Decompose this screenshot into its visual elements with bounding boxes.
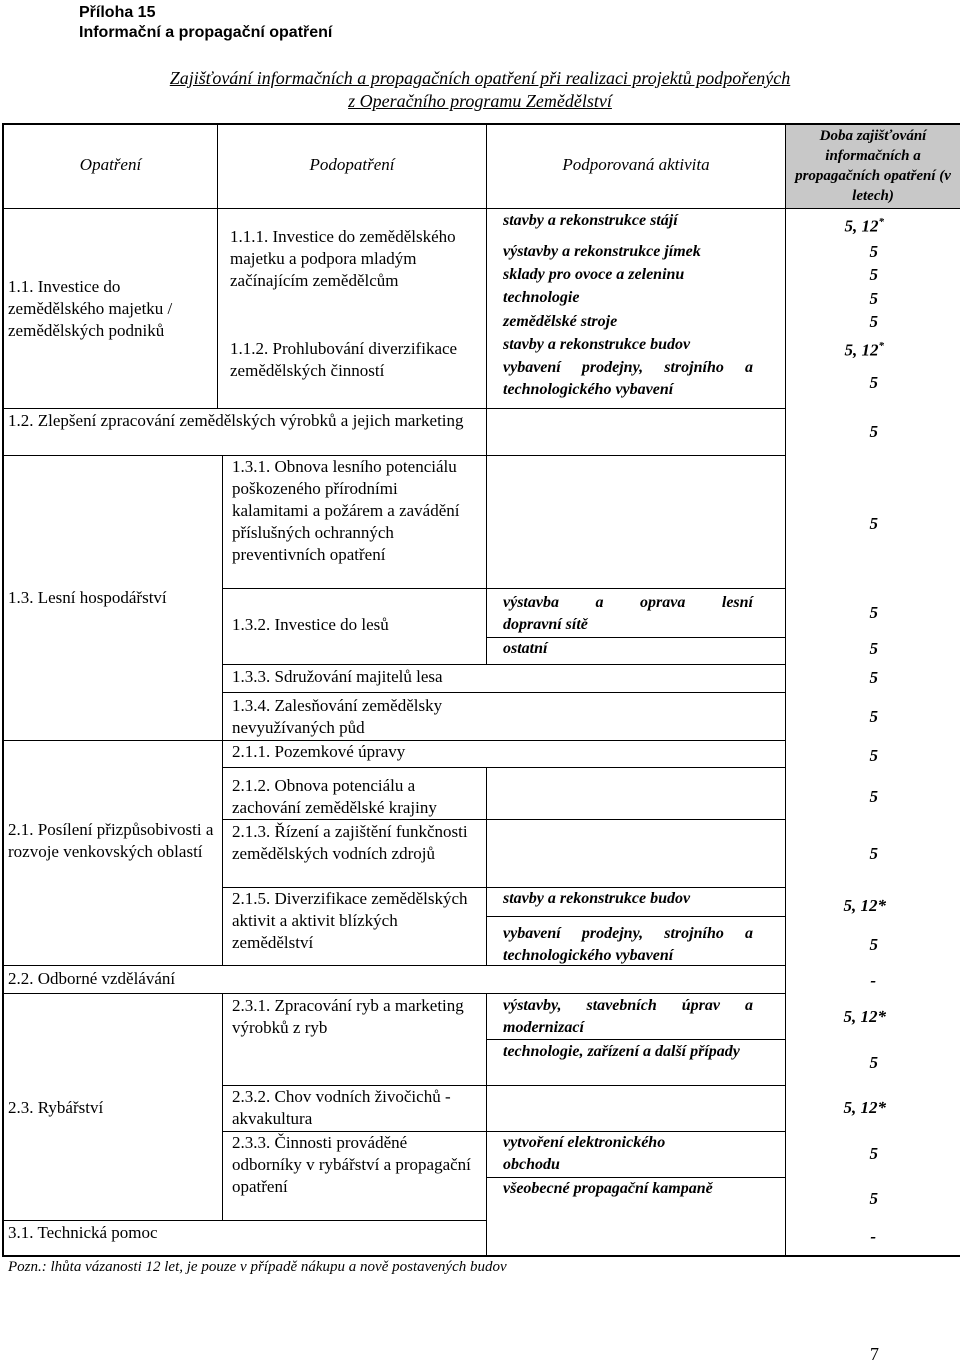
duration-value: 5	[869, 603, 878, 622]
measure-1-2: 1.2. Zlepšení zpracování zemědělských výrobků a jejich marketing	[8, 411, 464, 430]
activity-item: stavby a rekonstrukce stájí	[503, 212, 678, 229]
measure-2-1: 2.1. Posílení přizpůsobivosti a rozvoje venkovských oblastí	[8, 820, 214, 861]
activity-item: zemědělské stroje	[503, 313, 618, 330]
duration-value: 5	[869, 639, 878, 658]
duration-value: 5	[869, 1053, 878, 1072]
submeasure-1-3-3: 1.3.3. Sdružování majitelů lesa	[232, 667, 443, 686]
activity-item: dopravní sítě	[503, 616, 588, 633]
annex-title: Informační a propagační opatření	[79, 24, 333, 41]
activity-item: stavby a rekonstrukce budov	[503, 336, 691, 353]
column-header-duration: Doba zajišťování informačních a propagačních opatření (v letech)	[795, 128, 951, 204]
duration-value: 5	[869, 707, 878, 726]
duration-value: 5	[869, 844, 878, 863]
duration-value: -	[870, 1227, 876, 1246]
submeasure-2-1-5: 2.1.5. Diverzifikace zemědělských aktivit a aktivit blízkých zemědělství	[232, 889, 468, 952]
activity-item: výstavby a rekonstrukce jímek	[503, 243, 701, 260]
column-header-submeasure: Podopatření	[309, 155, 395, 174]
activity-item: vybavení prodejny, strojního a technologického vybavení	[503, 925, 753, 964]
duration-value: 5	[869, 787, 878, 806]
activity-item: technologie	[503, 289, 580, 306]
activity-item: stavby a rekonstrukce budov	[503, 890, 691, 907]
measure-2-2: 2.2. Odborné vzdělávání	[8, 969, 176, 988]
page-number: 7	[870, 1344, 879, 1364]
column-header-activity: Podporovaná aktivita	[562, 155, 710, 174]
submeasure-2-1-3: 2.1.3. Řízení a zajištění funkčnosti zemědělských vodních zdrojů	[232, 822, 468, 863]
duration-value: 5, 12*	[843, 1007, 886, 1026]
annex-label: Příloha 15	[79, 4, 156, 21]
measure-3-1: 3.1. Technická pomoc	[8, 1223, 158, 1242]
submeasure-2-3-3: 2.3.3. Činnosti prováděné odborníky v rybářství a propagační opatření	[232, 1133, 471, 1196]
duration-value: 5	[869, 289, 878, 308]
duration-value: 5	[869, 746, 878, 765]
submeasure-2-3-2: 2.3.2. Chov vodních živočichů - akvakultura	[232, 1087, 451, 1128]
activity-item: sklady pro ovoce a zeleninu	[503, 266, 685, 283]
duration-value: 5	[869, 668, 878, 687]
duration-value: 5	[869, 935, 878, 954]
duration-value: 5, 12*	[844, 340, 884, 360]
duration-value: 5	[869, 1189, 878, 1208]
submeasure-2-3-1: 2.3.1. Zpracování ryb a marketing výrobků z ryb	[232, 996, 464, 1037]
submeasure-1-3-4: 1.3.4. Zalesňování zemědělsky nevyužívaných půd	[232, 696, 443, 737]
duration-value: 5	[869, 514, 878, 533]
duration-value: 5	[869, 242, 878, 261]
submeasure-1-1-1: 1.1.1. Investice do zemědělského majetku a podpora mladým začínajícím zemědělcům	[230, 227, 456, 290]
activity-item: vytvoření elektronického obchodu	[503, 1134, 666, 1173]
submeasure-2-1-1: 2.1.1. Pozemkové úpravy	[232, 742, 406, 761]
activity-item: výstavby, stavebních úprav a modernizací	[503, 997, 753, 1036]
column-header-measure: Opatření	[79, 155, 142, 174]
submeasure-1-3-2: 1.3.2. Investice do lesů	[232, 615, 389, 634]
submeasure-1-3-1: 1.3.1. Obnova lesního potenciálu poškozeného přírodními kalamitami a požárem a zavádění příslušných ochranných preventivních opatření	[232, 457, 460, 564]
activity-item: technologie, zařízení a další případy	[503, 1043, 740, 1060]
submeasure-2-1-2: 2.1.2. Obnova potenciálu a zachování zemědělské krajiny	[232, 776, 437, 817]
duration-value: 5	[869, 422, 878, 441]
duration-value: 5	[869, 312, 878, 331]
duration-value: 5, 12*	[843, 1098, 886, 1117]
duration-value: -	[870, 971, 876, 990]
activity-item: všeobecné propagační kampaně	[503, 1180, 713, 1197]
duration-value: 5, 12*	[843, 896, 886, 915]
activity-item: ostatní	[503, 640, 548, 657]
measure-2-3: 2.3. Rybářství	[8, 1098, 104, 1117]
page-title-line2: z Operačního programu Zemědělství	[348, 91, 612, 111]
activity-item: výstavba a oprava lesní	[503, 594, 753, 611]
measure-1-3: 1.3. Lesní hospodářství	[8, 588, 167, 607]
measure-1-1: 1.1. Investice do zemědělského majetku / zemědělských podniků	[8, 277, 173, 340]
page-title-line1: Zajišťování informačních a propagačních opatření při realizaci projektů podpořených	[169, 68, 791, 88]
activity-item: vybavení prodejny, strojního a technologického vybavení	[503, 359, 753, 398]
submeasure-1-1-2: 1.1.2. Prohlubování diverzifikace zemědělských činností	[230, 339, 458, 380]
duration-value: 5	[869, 265, 878, 284]
footnote: Pozn.: lhůta vázanosti 12 let, je pouze v případě nákupu a nově postavených budov	[8, 1259, 507, 1275]
duration-value: 5	[869, 373, 878, 392]
duration-value: 5, 12*	[844, 216, 884, 236]
duration-value: 5	[869, 1144, 878, 1163]
